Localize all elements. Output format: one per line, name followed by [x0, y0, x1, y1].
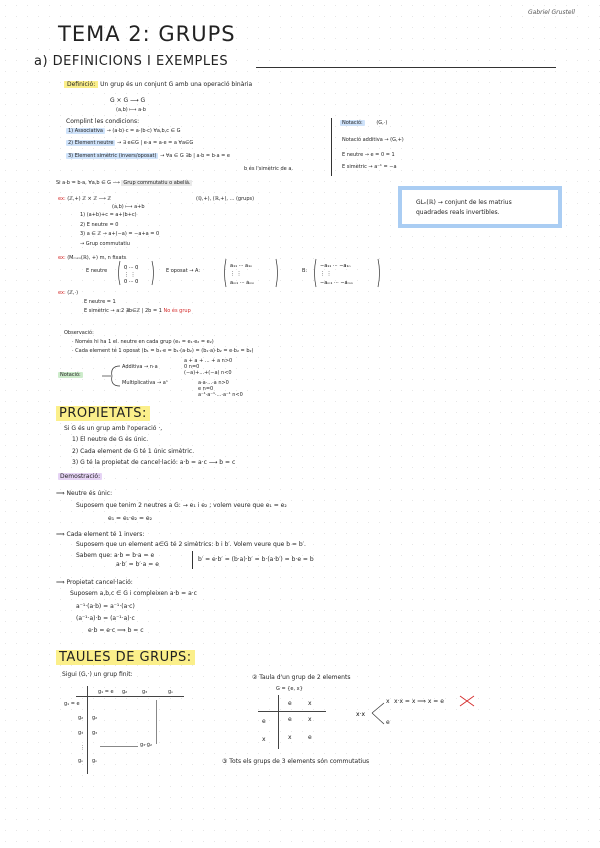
t2-c-ee: e — [288, 716, 292, 723]
ex1-l3: 3) a ∈ ℤ → a+(−a) = −a+a = 0 — [80, 231, 160, 237]
tots-text: Tots els grups de 3 elements són commutatius — [229, 758, 370, 765]
title-underline — [256, 67, 556, 68]
svg-text:aₘ₁ ··· aₘₙ: aₘ₁ ··· aₘₙ — [230, 280, 255, 286]
ex3-head-text: (ℤ,·) — [67, 290, 79, 296]
ex1-l1: 1) (a+b)+c = a+(b+c) — [80, 212, 137, 218]
t2-r-e: e — [262, 718, 266, 725]
gln-text-1: GLₙ(ℝ) → conjunt de les matrius — [416, 199, 512, 206]
mult-case-3: a⁻¹·a⁻¹·...·a⁻¹ n<0 — [198, 392, 243, 398]
definicio-row — [64, 81, 252, 89]
ex3-label: ex: — [58, 290, 66, 296]
demo-2-head: ⟹ Cada element té 1 invers: — [56, 531, 145, 538]
ex1-label: ex: — [58, 196, 66, 202]
propietats-title-text: PROPIETATS: — [56, 406, 150, 421]
demo-3-l3: (a⁻¹·a)·b = (a⁻¹·a)·c — [76, 615, 135, 622]
svg-text:0 ··· 0: 0 ··· 0 — [124, 279, 139, 285]
complint-text: Complint les condicions: — [66, 118, 140, 125]
demo-3-l4: e·b = e·c ⟹ b = c — [88, 627, 144, 634]
commutatiu-row: Si a·b = b·a, ∀a,b ∈ G ⟶ Grup commutatiu o abelià. — [56, 180, 191, 186]
taules-title-text: TAULES DE GRUPS: — [56, 650, 195, 665]
ex1-head-text: (ℤ,+) ℤ × ℤ ⟶ ℤ — [67, 196, 112, 202]
demo-2-l3: a·b′ = b′·a = e — [116, 561, 159, 568]
commutatiu-prefix: Si a·b = b·a, ∀a,b ∈ G — [56, 180, 112, 186]
notacio2-mult-cases — [198, 380, 243, 398]
mult-case-2: e n=0 — [198, 386, 214, 392]
page-title: TEMA 2: GRUPS — [58, 22, 236, 46]
svg-text:⋮ ⋮: ⋮ ⋮ — [230, 271, 242, 277]
xx-branch-e: e — [386, 719, 390, 726]
demo-2-box: b′ = e·b′ = (b·a)·b′ = b·(a·b′) = b·e = b — [198, 556, 314, 563]
table-cell-gn: gₙ — [92, 758, 98, 764]
notacio-box-label: Notació: — [342, 120, 363, 126]
mult-case-1: a·a·...·a n>0 — [198, 380, 229, 386]
commutatiu-label: Grup commutatiu o abelià. — [123, 180, 191, 186]
notacio2-label: Notació: — [60, 372, 81, 378]
table-h-1: g₁ = e — [98, 689, 114, 695]
notacio2-multiplicativa: Multiplicativa → aⁿ — [122, 380, 168, 386]
taules-intro: Sigui (G,·) un grup finit: — [62, 671, 133, 678]
notacio-box-header — [340, 120, 387, 127]
table-cell-g3: g₃ — [92, 730, 98, 736]
ex1-sub: (a,b) ⟼ a+b — [112, 204, 145, 210]
propietat-1: 1) El neutre de G és únic. — [72, 436, 149, 443]
xx-branch-x: x — [386, 698, 390, 705]
t2-hline — [258, 711, 326, 712]
notacio2-brace-icon — [100, 364, 122, 388]
notacio-box-l3: E neutre → e = 0 = 1 — [342, 152, 395, 158]
demo-1-l2: e₁ = e₁·e₂ = e₂ — [108, 515, 152, 522]
cond-2-text: → ∃ e∈G | e·a = a·e = a ∀a∈G — [117, 140, 194, 146]
ex3-l1: E neutre = 1 — [84, 299, 116, 305]
ex1-head — [58, 196, 111, 203]
author-name: Gabriel Grustell — [528, 9, 575, 16]
table-r-3: g₃ — [78, 730, 84, 736]
svg-text:a₁₁ ··· a₁ₙ: a₁₁ ··· a₁ₙ — [230, 263, 253, 269]
table-col-line — [87, 686, 88, 774]
taula2-label: Taula d'un grup de 2 elements — [259, 674, 351, 681]
svg-text:−a₁₁ ··· −a₁ₙ: −a₁₁ ··· −a₁ₙ — [320, 263, 351, 269]
add-case-3: (−a)+...+(−a) n<0 — [184, 370, 232, 376]
ex2-neutre: E neutre — [86, 268, 108, 274]
table-r-4: ⋮ — [80, 745, 85, 751]
observacio-l1: · Només hi ha 1 el. neutre en cada grup (e₁ = e₁·e₂ = e₂) — [72, 339, 214, 345]
tots-row: ③ Tots els grups de 3 elements són commutatius — [222, 758, 370, 765]
taula2-set: G = {e, x} — [276, 686, 303, 692]
ex3-no-grup: No és grup — [163, 308, 191, 314]
propietat-2: 2) Cada element de G té 1 únic simètric. — [72, 448, 195, 455]
demo-2-l2: Sabem que: a·b = b·a = e — [76, 552, 155, 559]
svg-text:−aₘ₁ ··· −aₘₙ: −aₘ₁ ··· −aₘₙ — [320, 280, 353, 286]
propietats-intro: Si G és un grup amb l'operació ·, — [64, 425, 163, 432]
notacio-box-l2: Notació additiva → (G,+) — [342, 137, 404, 143]
cond-1-text: → (a·b)·c = a·(b·c) ∀a,b,c ∈ G — [106, 128, 181, 134]
table-header-line — [76, 696, 184, 697]
cond-3 — [66, 153, 230, 160]
ex1-l4: → Grup commutatiu — [80, 241, 130, 247]
svg-text:⋮ ⋮: ⋮ ⋮ — [320, 271, 332, 277]
demo-2-box-left — [192, 551, 193, 569]
ex3-l2-row — [84, 308, 191, 315]
notacio-box-l4: E simètric → a⁻¹ = −a — [342, 164, 397, 170]
t2-h-e: e — [288, 700, 292, 707]
demo-1-l1: Suposem que tenim 2 neutres a G: → e₁ i e₂ ; volem veure que e₁ = e₂ — [76, 502, 287, 509]
observacio-label: Observació: — [64, 330, 94, 336]
table-r-2: g₂ — [78, 715, 84, 721]
zero-matrix-icon — [116, 260, 156, 286]
ex1-l2: 2) E neutre = 0 — [80, 222, 119, 228]
add-case-2: 0 n=0 — [184, 364, 200, 370]
t2-c-xx: e — [308, 734, 312, 741]
add-case-1: a + a + ... + a n>0 — [184, 358, 233, 364]
ex1-others: (ℚ,+), (ℝ,+), ... (grups) — [196, 196, 255, 202]
propietat-3: 3) G té la propietat de cancel·lació: a·b = a·c ⟶ b = c — [72, 459, 236, 466]
gln-text-2: quadrades reals invertibles. — [416, 209, 500, 216]
svg-text:x·x: x·x — [356, 711, 366, 718]
demo-2-l1: Suposem que un element a∈G té 2 simètrics: b i b′. Volem veure que b = b′. — [76, 541, 306, 548]
ex2-head-text: (Mₘₓₙ(ℝ), +) m, n fixats — [67, 255, 127, 261]
matrix-b-icon — [312, 258, 382, 288]
t2-c-ex: x — [308, 716, 312, 723]
propietats-title — [56, 406, 150, 421]
ex2-b-label: B: — [302, 268, 308, 274]
matrix-a-icon — [222, 258, 280, 288]
t2-r-x: x — [262, 736, 266, 743]
notacio2-row — [58, 372, 83, 379]
taula2-row: ② Taula d'un grup de 2 elements — [252, 674, 351, 681]
demo-3-l1: Suposem a,b,c ∈ G i compleixen a·b = a·c — [70, 590, 197, 597]
notacio2-additive-cases — [184, 358, 232, 376]
map-line-1: G × G ⟶ G — [110, 97, 146, 104]
definicio-label: Definició: — [64, 81, 98, 88]
observacio-l2: · Cada element té 1 oposat (b₁ = b₁·e = b₁·(a·b₂) = (b₁·a)·b₂ = e·b₂ = b₂) — [72, 348, 254, 354]
demo-3-l2: a⁻¹·(a·b) = a⁻¹·(a·c) — [76, 603, 135, 610]
cond-3-note: b és l'simètric de a. — [244, 166, 293, 172]
map-line-2: (a,b) ⟼ a·b — [116, 107, 146, 113]
definicio-text: Un grup és un conjunt G amb una operació binària — [100, 81, 253, 88]
ex2-opposat: E oposat → A: — [166, 268, 201, 274]
xx-note: x·x = x ⟹ x = e — [394, 698, 444, 705]
demo-1-head: ⟹ Neutre és únic: — [56, 490, 113, 497]
cond-3-text: → ∀a ∈ G ∃b | a·b = b·a = e — [160, 153, 230, 159]
ex2-label: ex: — [58, 255, 66, 261]
notacio2-additiva: Additiva → n·a — [122, 364, 158, 370]
table-h-2: g₂ — [122, 689, 128, 695]
demostracio-label: Demostració: — [60, 473, 101, 480]
cond-1 — [66, 128, 180, 135]
cond-2-label: 2) Element neutre — [68, 140, 114, 146]
notacio-divider — [331, 118, 332, 176]
table-r-5: gₙ — [78, 758, 84, 764]
table-r-1: g₁ = e — [64, 701, 80, 707]
svg-text:0 ··· 0: 0 ··· 0 — [124, 265, 139, 271]
cond-2 — [66, 140, 193, 147]
cross-out-icon — [458, 694, 476, 708]
notacio-box-l1: (G,·) — [376, 120, 388, 126]
t2-vline — [278, 695, 279, 749]
t2-c-xe: x — [288, 734, 292, 741]
section-a-title: a) DEFINICIONS I EXEMPLES — [34, 54, 229, 69]
table-cell-g2: g₂ — [92, 715, 98, 721]
table-h-4: gₙ — [168, 689, 174, 695]
taules-title — [56, 650, 195, 665]
ex3-l2: E simètric → a:2 ∄b∈ℤ | 2b = 1 — [84, 308, 162, 314]
cond-3-label: 3) Element simètric (invers/oposat) — [68, 153, 157, 159]
table-guide-v — [156, 700, 157, 744]
table-h-3: g₃ — [142, 689, 148, 695]
ex3-head — [58, 290, 78, 297]
table-cell-g3g2: g₃·g₂ — [140, 742, 152, 748]
demo-3-head: ⟹ Propietat cancel·lació: — [56, 579, 133, 586]
gln-box — [398, 186, 562, 228]
t2-h-x: x — [308, 700, 312, 707]
cond-1-label: 1) Associativa — [68, 128, 103, 134]
table-guide-h — [100, 746, 138, 747]
svg-text:⋮ ⋮: ⋮ ⋮ — [124, 272, 136, 278]
demostracio-row — [58, 473, 102, 481]
